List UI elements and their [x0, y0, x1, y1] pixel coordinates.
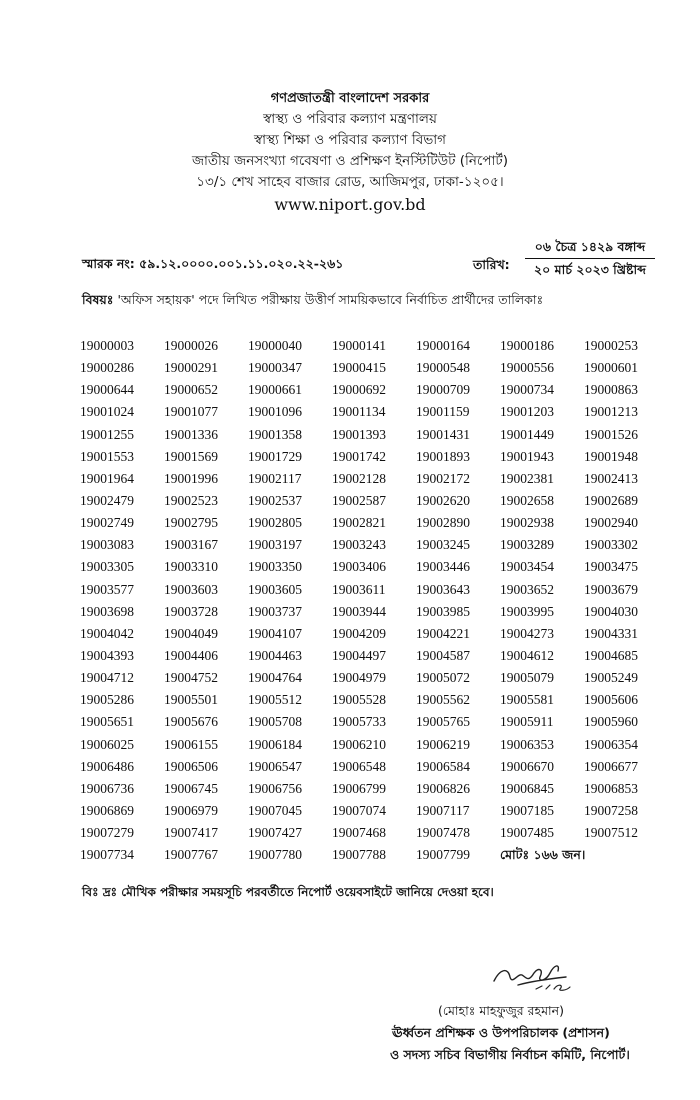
roll-number-cell: 19004331 [584, 625, 638, 641]
signatory-name: (মোহাঃ মাহফুজুর রহমান) [438, 1003, 564, 1018]
roll-number-cell: 19002587 [332, 492, 386, 508]
roll-number-cell: 19003446 [416, 559, 470, 575]
roll-number-cell: 19007045 [248, 802, 302, 818]
roll-number-cell: 19001077 [164, 404, 218, 420]
roll-number-cell: 19007468 [332, 825, 386, 841]
gregorian-date: ২০ মার্চ ২০২৩ খ্রিষ্টাব্দ [534, 262, 646, 277]
roll-number-cell: 19003995 [500, 603, 554, 619]
roll-number-cell: 19004107 [248, 625, 302, 641]
roll-number-cell: 19005733 [332, 714, 386, 730]
roll-number-cell: 19000347 [248, 360, 302, 376]
roll-number-cell: 19007788 [332, 847, 386, 863]
roll-number-cell: 19005501 [164, 692, 218, 708]
roll-number-cell: 19003603 [164, 581, 218, 597]
roll-number-cell: 19000661 [248, 382, 302, 398]
roll-number-cell: 19004273 [500, 625, 554, 641]
roll-number-cell: 19005708 [248, 714, 302, 730]
roll-number-cell: 19002940 [584, 515, 638, 531]
roll-number-cell: 19000141 [332, 338, 386, 353]
roll-number-cell: 19005911 [500, 714, 554, 730]
roll-number-cell: 19003737 [248, 603, 302, 619]
ministry-name: স্বাস্থ্য ও পরিবার কল্যাণ মন্ত্রণালয় [263, 111, 437, 127]
roll-number-cell: 19001742 [332, 448, 386, 464]
roll-number-cell: 19001096 [248, 404, 302, 420]
roll-number-cell: 19005562 [416, 692, 470, 708]
roll-number-cell: 19003289 [500, 537, 554, 553]
roll-number-cell: 19003454 [500, 559, 554, 575]
roll-number-cell: 19005286 [80, 692, 134, 708]
government-name: গণপ্রজাতন্ত্রী বাংলাদেশ সরকার [270, 91, 430, 106]
roll-number-cell: 19007767 [164, 847, 218, 863]
roll-number-cell: 19002749 [80, 515, 134, 531]
roll-number-cell: 19004764 [248, 670, 302, 686]
roll-number-cell: 19002805 [248, 515, 302, 531]
roll-number-cell: 19001569 [164, 448, 218, 464]
roll-number-cell: 19007117 [416, 802, 470, 818]
roll-number-cell: 19003944 [332, 603, 386, 619]
roll-number-cell: 19001964 [80, 470, 134, 486]
roll-number-cell: 19003406 [332, 559, 386, 575]
roll-number-cell: 19004979 [332, 670, 386, 686]
website-link[interactable]: www.niport.gov.bd [274, 195, 426, 214]
roll-number-cell: 19006736 [80, 780, 134, 796]
roll-number-cell: 19003245 [416, 537, 470, 553]
roll-number-cell: 19006353 [500, 736, 554, 752]
roll-number-cell: 19006979 [164, 802, 218, 818]
roll-number-cell: 19005651 [80, 714, 134, 730]
roll-number-cell: 19003083 [80, 537, 134, 553]
roll-number-cell: 19001203 [500, 404, 554, 420]
roll-number-cell: 19000040 [248, 338, 302, 353]
roll-number-cell: 19004042 [80, 625, 134, 641]
roll-number-cell: 19001526 [584, 426, 638, 442]
roll-number-cell: 19003679 [584, 581, 638, 597]
roll-number-cell: 19005606 [584, 692, 638, 708]
roll-number-cell: 19004221 [416, 625, 470, 641]
roll-number-cell: 19005581 [500, 692, 554, 708]
roll-number-cell: 19001449 [500, 426, 554, 442]
roll-number-cell: 19004030 [584, 603, 638, 619]
roll-number-cell: 19001255 [80, 426, 134, 442]
signature-mark [488, 955, 583, 995]
roll-number-cell: 19001996 [164, 470, 218, 486]
roll-number-cell: 19004752 [164, 670, 218, 686]
signatory-designation: ঊর্ধ্বতন প্রশিক্ষক ও উপপরিচালক (প্রশাসন) [392, 1025, 610, 1040]
roll-number-cell: 19003167 [164, 537, 218, 553]
roll-number-cell: 19007427 [248, 825, 302, 841]
roll-number-cell: 19002938 [500, 515, 554, 531]
subject-line [82, 292, 543, 312]
roll-number-cell: 19007185 [500, 802, 554, 818]
roll-number-cell: 19006799 [332, 780, 386, 796]
roll-number-cell: 19001431 [416, 426, 470, 442]
roll-number-cell: 19003305 [80, 559, 134, 575]
date-stack [523, 236, 657, 281]
roll-number-cell: 19004049 [164, 625, 218, 641]
roll-number-cell: 19005072 [416, 670, 470, 686]
roll-number-cell: 19003310 [164, 559, 218, 575]
roll-number-cell: 19007478 [416, 825, 470, 841]
roll-number-cell: 19000164 [416, 338, 470, 353]
roll-number-cell: 19003577 [80, 581, 134, 597]
roll-number-cell: 19002689 [584, 492, 638, 508]
roll-number-cell: 19004393 [80, 647, 134, 663]
roll-number-cell: 19002413 [584, 470, 638, 486]
roll-number-cell: 19003698 [80, 603, 134, 619]
roll-number-cell: 19000692 [332, 382, 386, 398]
roll-number-cell: 19002890 [416, 515, 470, 531]
roll-number-cell: 19006584 [416, 758, 470, 774]
roll-number-cell: 19003985 [416, 603, 470, 619]
roll-number-cell: 19000415 [332, 360, 386, 376]
roll-number-cell: 19006547 [248, 758, 302, 774]
roll-number-cell: 19000026 [164, 338, 218, 353]
roll-number-cell: 19005528 [332, 692, 386, 708]
roll-number-cell: 19000652 [164, 382, 218, 398]
roll-number-cell: 19001893 [416, 448, 470, 464]
roll-number-cell: 19001213 [584, 404, 638, 420]
roll-number-cell: 19006845 [500, 780, 554, 796]
roll-number-cell: 19003605 [248, 581, 302, 597]
roll-number-cell: 19005676 [164, 714, 218, 730]
roll-number-cell: 19002117 [248, 470, 302, 486]
roll-number-cell: 19007074 [332, 802, 386, 818]
roll-number-cell: 19006506 [164, 758, 218, 774]
roll-number-cell: 19001393 [332, 426, 386, 442]
roll-number-cell: 19003197 [248, 537, 302, 553]
roll-number-cell: 19007485 [500, 825, 554, 841]
roll-number-cell: 19006210 [332, 736, 386, 752]
roll-number-cell: 19005765 [416, 714, 470, 730]
roll-number-cell: 19006548 [332, 758, 386, 774]
roll-number-cell: 19002537 [248, 492, 302, 508]
roll-number-cell: 19006155 [164, 736, 218, 752]
roll-number-cell: 19006219 [416, 736, 470, 752]
date-label: তারিখ: [473, 257, 510, 272]
memo-number: স্মারক নং: ৫৯.১২.০০০০.০০১.১১.০২০.২২-২৬১ [82, 256, 344, 271]
roll-number-cell: 19006354 [584, 736, 638, 752]
roll-number-cell: 19004406 [164, 647, 218, 663]
roll-number-cell: 19000286 [80, 360, 134, 376]
bengali-date: ০৬ চৈত্র ১৪২৯ বঙ্গাব্দ [534, 239, 646, 254]
footnote: বিঃ দ্রঃ মৌখিক পরীক্ষার সময়সূচি পরবর্তীতে নিপোর্ট ওয়েবসাইটে জানিয়ে দেওয়া হবে। [82, 885, 494, 899]
roll-number-cell: 19004497 [332, 647, 386, 663]
letterhead [0, 88, 700, 215]
roll-number-cell: 19002620 [416, 492, 470, 508]
roll-number-cell: 19002523 [164, 492, 218, 508]
roll-number-cell: 19001134 [332, 404, 386, 420]
roll-number-cell: 19000601 [584, 360, 638, 376]
roll-number-cell: 19002381 [500, 470, 554, 486]
roll-number-cell: 19004587 [416, 647, 470, 663]
roll-number-cell: 19003611 [332, 581, 386, 597]
roll-number-cell: 19001943 [500, 448, 554, 464]
roll-number-cell: 19000186 [500, 338, 554, 353]
roll-number-cell: 19002128 [332, 470, 386, 486]
roll-number-cell: 19006869 [80, 802, 134, 818]
roll-number-cell: 19005249 [584, 670, 638, 686]
subject-label: বিষয়ঃ [82, 292, 114, 307]
roll-number-cell: 19006486 [80, 758, 134, 774]
roll-number-cell: 19004612 [500, 647, 554, 663]
roll-number-cell: 19003350 [248, 559, 302, 575]
roll-number-cell: 19000556 [500, 360, 554, 376]
roll-number-cell: 19005079 [500, 670, 554, 686]
roll-number-cell: 19003243 [332, 537, 386, 553]
roll-number-cell: 19002479 [80, 492, 134, 508]
roll-number-cell: 19000863 [584, 382, 638, 398]
roll-number-cell: 19000291 [164, 360, 218, 376]
roll-number-cell: 19007734 [80, 847, 134, 863]
roll-number-cell: 19000548 [416, 360, 470, 376]
roll-number-cell: 19006745 [164, 780, 218, 796]
roll-number-table [80, 335, 640, 867]
roll-number-cell: 19004685 [584, 647, 638, 663]
roll-number-cell: 19007279 [80, 825, 134, 841]
roll-number-cell: 19007799 [416, 847, 470, 863]
roll-number-cell: 19006670 [500, 758, 554, 774]
roll-number-cell: 19006677 [584, 758, 638, 774]
roll-number-cell: 19007780 [248, 847, 302, 863]
roll-number-cell: 19007417 [164, 825, 218, 841]
roll-number-cell: 19004209 [332, 625, 386, 641]
roll-number-cell: 19000003 [80, 338, 134, 353]
roll-number-cell: 19000709 [416, 382, 470, 398]
roll-number-cell: 19006853 [584, 780, 638, 796]
roll-number-cell: 19003652 [500, 581, 554, 597]
roll-number-cell: 19002795 [164, 515, 218, 531]
roll-number-cell: 19000734 [500, 382, 554, 398]
signatory-role: ও সদস্য সচিব বিভাগীয় নির্বাচন কমিটি, নিপোর্ট। [390, 1047, 630, 1062]
roll-number-cell: 19005960 [584, 714, 638, 730]
roll-number-cell: 19003302 [584, 537, 638, 553]
roll-number-cell: 19002658 [500, 492, 554, 508]
roll-number-cell: 19001024 [80, 404, 134, 420]
roll-number-cell: 19004463 [248, 647, 302, 663]
roll-number-cell: 19006184 [248, 736, 302, 752]
roll-number-cell: 19006025 [80, 736, 134, 752]
roll-number-cell: 19002821 [332, 515, 386, 531]
roll-number-cell: 19001729 [248, 448, 302, 464]
roll-number-cell: 19001553 [80, 448, 134, 464]
roll-number-cell: 19003728 [164, 603, 218, 619]
institute-address: ১৩/১ শেখ সাহেব বাজার রোড, আজিমপুর, ঢাকা-১২০৫। [196, 174, 504, 190]
roll-number-cell: 19001948 [584, 448, 638, 464]
signatory-block [390, 1000, 690, 1066]
roll-number-cell: 19007512 [584, 825, 638, 841]
roll-number-cell: 19003643 [416, 581, 470, 597]
roll-number-cell: 19007258 [584, 802, 638, 818]
division-name: স্বাস্থ্য শিক্ষা ও পরিবার কল্যাণ বিভাগ [253, 132, 447, 148]
roll-number-cell: 19006826 [416, 780, 470, 796]
subject-text: 'অফিস সহায়ক' পদে লিখিত পরীক্ষায় উত্তীর্ণ সাময়িকভাবে নির্বাচিত প্রার্থীদের তালিকাঃ [117, 292, 544, 307]
roll-number-cell: 19000253 [584, 338, 638, 353]
roll-number-cell: 19003475 [584, 559, 638, 575]
roll-number-cell: 19001336 [164, 426, 218, 442]
roll-number-cell: 19001159 [416, 404, 470, 420]
total-count: মোটঃ ১৬৬ জন। [500, 847, 586, 863]
roll-number-cell: 19006756 [248, 780, 302, 796]
institute-name: জাতীয় জনসংখ্যা গবেষণা ও প্রশিক্ষণ ইনস্টিটিউট (নিপোর্ট) [191, 153, 509, 169]
roll-number-cell: 19002172 [416, 470, 470, 486]
roll-number-cell: 19000644 [80, 382, 134, 398]
roll-number-cell: 19001358 [248, 426, 302, 442]
roll-number-cell: 19005512 [248, 692, 302, 708]
roll-number-cell: 19004712 [80, 670, 134, 686]
